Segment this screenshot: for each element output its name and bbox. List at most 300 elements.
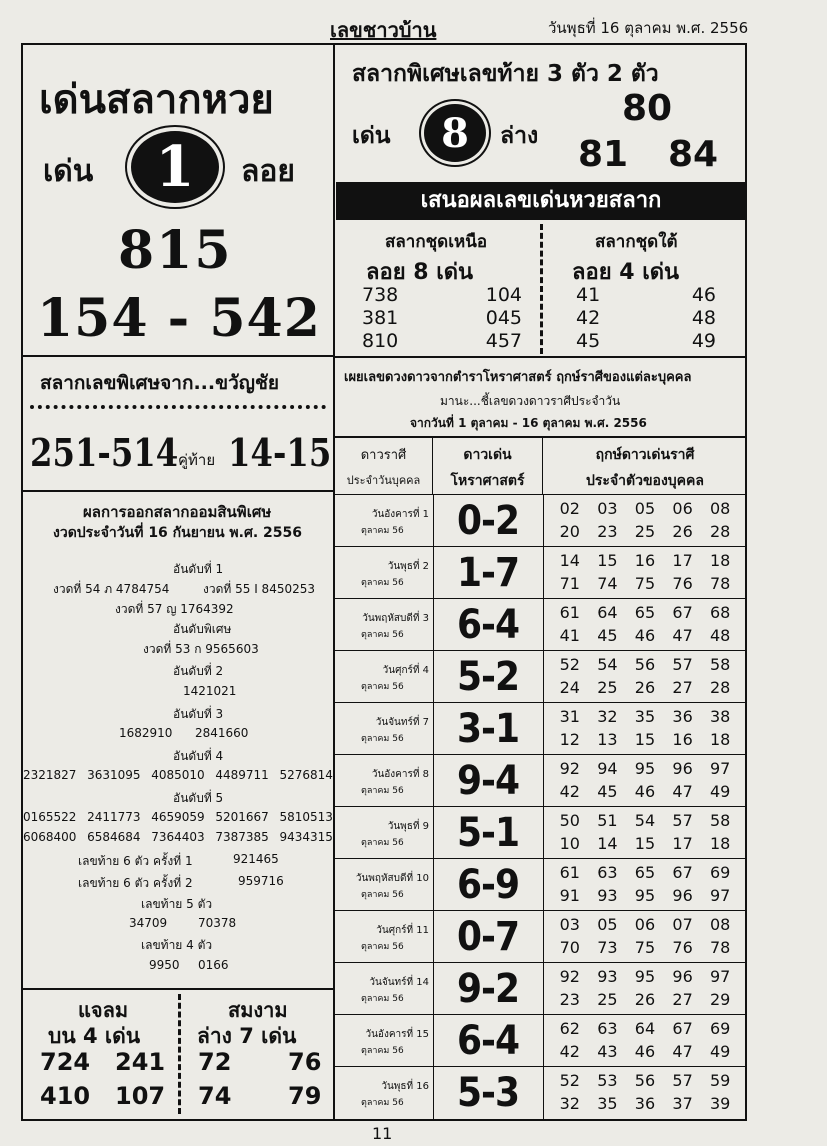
star-number: 6-4 (433, 599, 544, 651)
lucky-number: 45 (597, 626, 618, 645)
number-line-bottom (543, 626, 747, 645)
lucky-number: 18 (709, 551, 731, 570)
prize4-value: 3631095 (87, 768, 141, 782)
lucky-number: 15 (597, 551, 618, 570)
day-cell (335, 599, 434, 651)
number-line-top (543, 1019, 747, 1038)
lucky-number: 74 (597, 574, 618, 593)
prize5-value: 5810513 (279, 810, 333, 824)
lucky-number: 61 (559, 603, 580, 622)
star-number: 6-9 (433, 859, 544, 911)
star-number: 9-2 (433, 963, 544, 1015)
number-line-top (543, 707, 747, 726)
prize5-value: 6068400 (23, 830, 77, 844)
north-number: 104 (485, 284, 522, 306)
lucky-number: 23 (597, 522, 618, 541)
number-cell (543, 1067, 747, 1119)
right-number: 79 (288, 1082, 322, 1110)
header-col2-line2: โหราศาสตร์ (450, 473, 525, 489)
south-title: สลากชุดใต้ (595, 232, 678, 252)
number-line-bottom (543, 938, 747, 957)
lucky-number: 96 (672, 886, 693, 905)
top-left-panel (23, 45, 333, 355)
number-line-top (543, 967, 747, 986)
lucky-number: 28 (709, 522, 731, 541)
number-cell (543, 963, 747, 1015)
lucky-number: 63 (597, 1019, 618, 1038)
lucky-number: 65 (634, 863, 656, 882)
lucky-number: 97 (709, 759, 731, 778)
prize4-value: 5276814 (279, 768, 333, 782)
lucky-number: 02 (559, 499, 580, 518)
month-label: ตุลาคม 56 (361, 630, 404, 640)
day-label: วันจันทร์ที่ 14 (369, 977, 429, 988)
lucky-number: 18 (709, 730, 731, 749)
lucky-number: 96 (672, 759, 693, 778)
left-number: 107 (115, 1082, 166, 1110)
lucky-number: 78 (709, 938, 731, 957)
header-col2 (433, 438, 543, 494)
den-salak-title: เด่นสลากหวย (39, 77, 274, 123)
day-label: วันอังคารที่ 15 (365, 1029, 429, 1040)
lucky-number: 28 (709, 678, 731, 697)
last4-label: เลขท้าย 4 ตัว (141, 938, 213, 952)
month-label: ตุลาคม 56 (361, 890, 404, 900)
south-number: 46 (691, 284, 716, 306)
lucky-number: 32 (597, 707, 618, 726)
day-label: วันจันทร์ที่ 7 (375, 717, 429, 728)
prize5-value: 6584684 (87, 830, 141, 844)
astrology-title: เผยเลขดวงดาวจากตำราโหราศาสตร์ ฤกษ์ราศีของแต่ละบุคคล (344, 370, 692, 385)
south-subtitle: ลอย 4 เด่น (572, 260, 680, 285)
prize5-value: 9434315 (279, 830, 333, 844)
lucky-number: 16 (634, 551, 656, 570)
day-label: วันพุธที่ 9 (387, 821, 429, 832)
den-digit-badge (131, 131, 219, 203)
astrology-row (335, 650, 747, 703)
last4-value-a: 9950 (149, 958, 180, 972)
lucky-number: 58 (709, 655, 731, 674)
star-number: 0-2 (433, 495, 544, 547)
left-author-sub: บน 4 เด่น (48, 1024, 141, 1048)
lucky-number: 15 (634, 834, 656, 853)
number-line-top (543, 759, 747, 778)
star-number: 5-1 (433, 807, 544, 859)
lucky-number: 08 (709, 499, 731, 518)
header-col1 (335, 438, 433, 494)
lucky-number: 36 (634, 1094, 656, 1113)
star-number: 1-7 (433, 547, 544, 599)
tr-number: 80 (622, 88, 673, 129)
left-number: 410 (40, 1082, 91, 1110)
day-cell (335, 963, 434, 1015)
lucky-number: 24 (559, 678, 580, 697)
south-number: 42 (576, 307, 601, 329)
lucky-number: 13 (597, 730, 618, 749)
savings-subtitle: งวดประจำวันที่ 16 กันยายน พ.ศ. 2556 (53, 525, 303, 541)
den-digit: 1 (155, 134, 195, 200)
number-cell (543, 859, 747, 911)
prize5-row2 (23, 830, 333, 844)
number-cell (543, 495, 747, 547)
right-author-sub: ล่าง 7 เด่น (197, 1024, 297, 1048)
header-col3-line2: ประจำตัวของบุคคล (586, 473, 704, 489)
number-line-bottom (543, 678, 747, 697)
right-number: 76 (288, 1048, 322, 1076)
lucky-number: 17 (672, 834, 693, 853)
lucky-number: 05 (597, 915, 618, 934)
lucky-number: 43 (597, 1042, 618, 1061)
proposal-title: เสนอผลเลขเด่นหวยสลาก (420, 188, 662, 213)
divider (23, 355, 333, 357)
lucky-number: 69 (709, 1019, 731, 1038)
lucky-number: 47 (672, 782, 693, 801)
lucky-number: 47 (672, 1042, 693, 1061)
north-number: 381 (362, 307, 399, 329)
south-number: 48 (691, 307, 716, 329)
tr-number: 81 (578, 134, 629, 175)
number-line-top (543, 603, 747, 622)
last6-1-label: เลขท้าย 6 ตัว ครั้งที่ 1 (78, 854, 193, 868)
lucky-number: 48 (709, 626, 731, 645)
number-cell (543, 807, 747, 859)
lucky-number: 64 (597, 603, 618, 622)
lucky-number: 26 (672, 522, 693, 541)
tr-number: 84 (668, 134, 719, 175)
astrology-row (335, 546, 747, 599)
prize1-value-a: งวดที่ 54 ภ 4784754 (53, 582, 170, 596)
south-number: 45 (576, 330, 601, 352)
day-cell (335, 859, 434, 911)
special-3-2-title: สลากพิเศษเลขท้าย 3 ตัว 2 ตัว (352, 61, 659, 87)
lucky-number: 49 (709, 1042, 731, 1061)
lucky-number: 65 (634, 603, 656, 622)
lucky-number: 37 (672, 1094, 693, 1113)
lucky-number: 92 (559, 759, 580, 778)
lucky-number: 56 (634, 1071, 656, 1090)
lucky-number: 32 (559, 1094, 580, 1113)
lucky-number: 92 (559, 967, 580, 986)
star-number: 6-4 (433, 1015, 544, 1067)
lucky-number: 14 (597, 834, 618, 853)
lucky-number: 35 (634, 707, 656, 726)
south-number: 41 (576, 284, 601, 306)
number-line-bottom (543, 834, 747, 853)
header-col1-line2: ประจำวันบุคคล (346, 474, 421, 487)
lucky-number: 63 (597, 863, 618, 882)
header-col3 (543, 438, 747, 494)
lucky-number: 61 (559, 863, 580, 882)
page-number: 11 (372, 1124, 393, 1143)
lucky-number: 78 (709, 574, 731, 593)
lucky-number: 51 (597, 811, 618, 830)
lucky-number: 25 (597, 678, 618, 697)
number-line-bottom (543, 1094, 747, 1113)
month-label: ตุลาคม 56 (361, 526, 404, 536)
prize1-value-b: งวดที่ 55 I 8450253 (203, 582, 315, 596)
special-right-number: 14-15 (228, 430, 332, 475)
last6-2-label: เลขท้าย 6 ตัว ครั้งที่ 2 (78, 876, 193, 890)
number-line-top (543, 499, 747, 518)
lucky-number: 62 (559, 1019, 580, 1038)
star-number: 5-2 (433, 651, 544, 703)
lucky-number: 54 (597, 655, 618, 674)
prize4-value: 2321827 (23, 768, 77, 782)
table-header (335, 438, 747, 494)
lucky-number: 41 (559, 626, 580, 645)
star-number: 9-4 (433, 755, 544, 807)
number-cell (543, 651, 747, 703)
number-line-bottom (543, 522, 747, 541)
astrology-row (335, 494, 747, 547)
north-rows (362, 284, 522, 353)
lucky-number: 27 (672, 990, 693, 1009)
lucky-number: 68 (709, 603, 731, 622)
left-number: 724 (40, 1048, 91, 1076)
astrology-table (335, 436, 747, 1123)
lucky-number: 23 (559, 990, 580, 1009)
prize5-value: 7364403 (151, 830, 205, 844)
astrology-row (335, 1066, 747, 1119)
astrology-row (335, 754, 747, 807)
day-cell (335, 755, 434, 807)
left-number: 241 (115, 1048, 166, 1076)
tr-den-label: เด่น (352, 123, 391, 149)
lucky-number: 03 (559, 915, 580, 934)
prize3-value-a: 1682910 (119, 726, 173, 740)
day-label: วันพฤหัสบดีที่ 10 (355, 873, 429, 884)
lucky-number: 17 (672, 551, 693, 570)
special-from-title: สลากเลขพิเศษจาก...ขวัญชัย (40, 372, 279, 394)
lucky-number: 06 (634, 915, 656, 934)
publication-title: เลขชาวบ้าน (330, 18, 437, 42)
number-cell (543, 911, 747, 963)
lucky-number: 64 (634, 1019, 656, 1038)
month-label: ตุลาคม 56 (361, 1046, 404, 1056)
prize4-label: อันดับที่ 4 (173, 749, 224, 763)
lucky-number: 25 (634, 522, 656, 541)
special-pair-label: คู่ท้าย (178, 451, 216, 469)
lucky-number: 97 (709, 967, 731, 986)
lucky-number: 70 (559, 938, 580, 957)
day-label: วันพฤหัสบดีที่ 3 (362, 613, 429, 624)
month-label: ตุลาคม 56 (361, 578, 404, 588)
lucky-number: 75 (634, 938, 656, 957)
lucky-number: 57 (672, 1071, 693, 1090)
savings-title: ผลการออกสลากออมสินพิเศษ (83, 503, 272, 521)
number-line-top (543, 863, 747, 882)
astrology-row (335, 598, 747, 651)
lucky-number: 56 (634, 655, 656, 674)
south-rows (576, 284, 716, 353)
lucky-number: 26 (634, 990, 656, 1009)
lucky-number: 03 (597, 499, 618, 518)
tr-den-badge (424, 104, 486, 162)
lucky-number: 20 (559, 522, 580, 541)
astrology-row (335, 702, 747, 755)
divider (335, 356, 747, 358)
lucky-number: 14 (559, 551, 580, 570)
prize5-value: 5201667 (215, 810, 269, 824)
prize5-label: อันดับที่ 5 (173, 791, 224, 805)
lucky-number: 06 (672, 499, 693, 518)
lucky-number: 67 (672, 863, 693, 882)
day-label: วันศุกร์ที่ 4 (382, 665, 429, 676)
lucky-number: 10 (559, 834, 580, 853)
astrology-row (335, 962, 747, 1015)
number-line-top (543, 551, 747, 570)
lucky-number: 54 (634, 811, 656, 830)
day-cell (335, 703, 434, 755)
dashed-divider (540, 224, 543, 354)
star-number: 0-7 (433, 911, 544, 963)
prize5-value: 0165522 (23, 810, 77, 824)
north-number: 810 (362, 330, 399, 352)
prize3-label: อันดับที่ 3 (173, 707, 224, 721)
lucky-number: 76 (672, 938, 693, 957)
number-line-bottom (543, 574, 747, 593)
north-number: 045 (485, 307, 522, 329)
lucky-number: 25 (597, 990, 618, 1009)
lucky-number: 42 (559, 1042, 580, 1061)
lucky-number: 59 (709, 1071, 731, 1090)
lucky-number: 46 (634, 782, 656, 801)
lucky-number: 08 (709, 915, 731, 934)
lucky-number: 36 (672, 707, 693, 726)
lucky-number: 15 (634, 730, 656, 749)
number-cell (543, 599, 747, 651)
day-label: วันอังคารที่ 8 (371, 769, 429, 780)
tr-den-digit: 8 (441, 109, 469, 157)
prize5-value: 7387385 (215, 830, 269, 844)
lucky-number: 39 (709, 1094, 731, 1113)
astrology-row (335, 1014, 747, 1067)
lucky-number: 67 (672, 1019, 693, 1038)
day-label: วันพุธที่ 2 (387, 561, 429, 572)
day-cell (335, 1015, 434, 1067)
lucky-number: 46 (634, 1042, 656, 1061)
day-cell (335, 495, 434, 547)
month-label: ตุลาคม 56 (361, 1098, 404, 1108)
lucky-number: 97 (709, 886, 731, 905)
lucky-number: 05 (634, 499, 656, 518)
pair-number: 154 - 542 (37, 288, 321, 349)
last5-value-b: 70378 (198, 916, 237, 930)
right-author-title: สมงาม (228, 998, 288, 1022)
prize1-value-c: งวดที่ 57 ญ 1764392 (115, 602, 234, 616)
lucky-number: 95 (634, 967, 656, 986)
prize1-label: อันดับที่ 1 (173, 562, 224, 576)
prize5-value: 2411773 (87, 810, 141, 824)
divider (23, 988, 333, 990)
day-label: วันพุธที่ 16 (381, 1081, 429, 1092)
number-line-top (543, 1071, 747, 1090)
number-line-bottom (543, 730, 747, 749)
lucky-number: 07 (672, 915, 693, 934)
last6-2-value: 959716 (238, 874, 284, 888)
number-line-bottom (543, 886, 747, 905)
day-cell (335, 547, 434, 599)
south-number: 49 (691, 330, 716, 352)
lucky-number: 47 (672, 626, 693, 645)
lucky-number: 45 (597, 782, 618, 801)
day-cell (335, 911, 434, 963)
left-author-title: แจลม (78, 998, 129, 1022)
month-label: ตุลาคม 56 (361, 786, 404, 796)
header-col1-line1: ดาวราศี (360, 448, 407, 463)
dotted-divider (30, 405, 326, 409)
astrology-row (335, 858, 747, 911)
prize2-label: อันดับที่ 2 (173, 664, 224, 678)
prize5-value: 4659059 (151, 810, 205, 824)
number-cell (543, 703, 747, 755)
lucky-number: 94 (597, 759, 618, 778)
lucky-number: 16 (672, 730, 693, 749)
month-label: ตุลาคม 56 (361, 838, 404, 848)
lucky-number: 50 (559, 811, 580, 830)
lucky-number: 52 (559, 655, 580, 674)
prize2-value: 1421021 (183, 684, 237, 698)
special-prize-value: งวดที่ 53 ก 9565603 (143, 642, 259, 656)
day-label: วันศุกร์ที่ 11 (376, 925, 429, 936)
lucky-number: 35 (597, 1094, 618, 1113)
north-number: 738 (362, 284, 399, 306)
north-title: สลากชุดเหนือ (385, 232, 488, 252)
lucky-number: 76 (672, 574, 693, 593)
right-number: 74 (198, 1082, 232, 1110)
lucky-number: 57 (672, 655, 693, 674)
special-left-number: 251-514 (30, 430, 179, 475)
last4-value-b: 0166 (198, 958, 229, 972)
lucky-number: 93 (597, 886, 618, 905)
day-cell (335, 651, 434, 703)
lucky-number: 91 (559, 886, 580, 905)
lucky-number: 73 (597, 938, 618, 957)
prize4-values (23, 768, 333, 782)
month-label: ตุลาคม 56 (361, 994, 404, 1004)
lucky-number: 96 (672, 967, 693, 986)
lucky-number: 69 (709, 863, 731, 882)
dashed-divider (178, 994, 181, 1114)
issue-date: วันพุธที่ 16 ตุลาคม พ.ศ. 2556 (548, 19, 749, 37)
prize4-value: 4489711 (215, 768, 269, 782)
lucky-number: 93 (597, 967, 618, 986)
header-col2-line1: ดาวเด่น (463, 447, 512, 463)
loi-label: ลอย (241, 154, 295, 189)
lucky-number: 75 (634, 574, 656, 593)
den-label: เด่น (43, 154, 94, 189)
last5-value-a: 34709 (129, 916, 168, 930)
astrology-date-range: จากวันที่ 1 ตุลาคม - 16 ตุลาคม พ.ศ. 2556 (410, 416, 647, 430)
number-line-top (543, 655, 747, 674)
number-line-top (543, 811, 747, 830)
lucky-number: 18 (709, 834, 731, 853)
tr-lang-label: ล่าง (500, 123, 539, 149)
main-number: 815 (118, 220, 233, 281)
lucky-number: 57 (672, 811, 693, 830)
number-cell (543, 755, 747, 807)
astrology-subtitle: มานะ...ชี้เลขดวงดาวราศีประจำวัน (440, 394, 621, 408)
prize4-value: 4085010 (151, 768, 205, 782)
lucky-number: 53 (597, 1071, 618, 1090)
day-cell (335, 1067, 434, 1119)
astrology-row (335, 806, 747, 859)
lucky-number: 38 (709, 707, 731, 726)
day-cell (335, 807, 434, 859)
right-number: 72 (198, 1048, 232, 1076)
month-label: ตุลาคม 56 (361, 734, 404, 744)
prize5-row1 (23, 810, 333, 824)
